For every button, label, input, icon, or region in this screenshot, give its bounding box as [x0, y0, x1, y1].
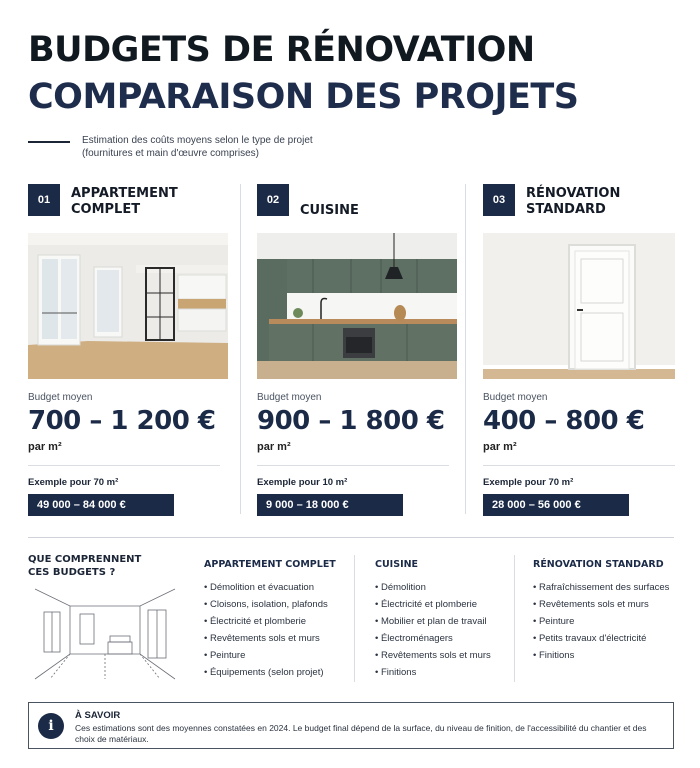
- includes-list: [533, 579, 683, 664]
- includes-column-apartment: [204, 559, 349, 681]
- kitchen-photo: [257, 233, 457, 379]
- example-label: Exemple pour 70 m²: [28, 477, 119, 488]
- info-icon: i: [38, 713, 64, 739]
- note-text: Ces estimations sont des moyennes constatées en 2024. Le budget final dépend de la surface, du niveau de finition, de l'accessibilité du chantier et des choix de matériaux.: [75, 723, 647, 744]
- subtitle-text: Estimation des coûts moyens selon le type de projet (fournitures et main d'œuvre comprises): [82, 135, 313, 159]
- empty-apartment-photo: [28, 233, 228, 379]
- includes-title: QUE COMPRENNENT CES BUDGETS ?: [28, 554, 142, 578]
- column-title: CUISINE: [375, 559, 419, 570]
- list-item: • Peinture: [204, 647, 349, 664]
- card-rule: [483, 465, 675, 466]
- list-item: • Cloisons, isolation, plafonds: [204, 596, 349, 613]
- card-title: APPARTEMENT COMPLET: [71, 186, 178, 217]
- list-item: • Rafraîchissement des surfaces: [533, 579, 683, 596]
- card-number-badge: 03: [483, 184, 515, 216]
- list-item: • Petits travaux d'électricité: [533, 630, 683, 647]
- card-title: RÉNOVATION STANDARD: [526, 186, 621, 217]
- list-item: • Démolition: [375, 579, 510, 596]
- budget-unit: par m²: [483, 441, 517, 453]
- section-divider: [28, 537, 674, 538]
- card-divider: [465, 184, 466, 514]
- includes-column-standard: [533, 559, 683, 664]
- project-card-standard: [483, 184, 683, 520]
- list-item: • Revêtements sols et murs: [375, 647, 510, 664]
- list-item: • Équipements (selon projet): [204, 664, 349, 681]
- list-item: • Électricité et plomberie: [375, 596, 510, 613]
- card-title: CUISINE: [300, 203, 359, 218]
- list-item: • Revêtements sols et murs: [204, 630, 349, 647]
- project-card-kitchen: [257, 184, 457, 520]
- list-item: • Démolition et évacuation: [204, 579, 349, 596]
- example-value-badge: 49 000 – 84 000 €: [28, 494, 174, 516]
- column-title: APPARTEMENT COMPLET: [204, 559, 336, 570]
- budget-label: Budget moyen: [257, 392, 322, 403]
- example-value-badge: 9 000 – 18 000 €: [257, 494, 403, 516]
- includes-list: [204, 579, 349, 681]
- list-item: • Revêtements sols et murs: [533, 596, 683, 613]
- info-note: [28, 702, 674, 749]
- card-number-badge: 02: [257, 184, 289, 216]
- includes-column-kitchen: [375, 559, 510, 681]
- card-rule: [257, 465, 449, 466]
- budget-unit: par m²: [28, 441, 62, 453]
- budget-value: 700 – 1 200 €: [28, 406, 216, 436]
- card-divider: [240, 184, 241, 514]
- card-number-badge: 01: [28, 184, 60, 216]
- list-item: • Électroménagers: [375, 630, 510, 647]
- list-item: • Mobilier et plan de travail: [375, 613, 510, 630]
- example-label: Exemple pour 10 m²: [257, 477, 348, 488]
- budget-value: 900 – 1 800 €: [257, 406, 445, 436]
- subtitle-divider: [28, 141, 70, 143]
- example-label: Exemple pour 70 m²: [483, 477, 574, 488]
- list-item: • Peinture: [533, 613, 683, 630]
- project-card-apartment: [28, 184, 228, 520]
- page-title: BUDGETS DE RÉNOVATION: [28, 30, 535, 70]
- list-item: • Finitions: [375, 664, 510, 681]
- budget-value: 400 – 800 €: [483, 406, 645, 436]
- example-value-badge: 28 000 – 56 000 €: [483, 494, 629, 516]
- budget-label: Budget moyen: [483, 392, 548, 403]
- page-subtitle-title: COMPARAISON DES PROJETS: [28, 77, 579, 117]
- note-title: À SAVOIR: [75, 710, 121, 721]
- column-title: RÉNOVATION STANDARD: [533, 559, 664, 570]
- white-door-photo: [483, 233, 683, 379]
- list-item: • Finitions: [533, 647, 683, 664]
- budget-label: Budget moyen: [28, 392, 93, 403]
- card-rule: [28, 465, 220, 466]
- includes-list: [375, 579, 510, 681]
- column-divider: [514, 555, 515, 682]
- budget-unit: par m²: [257, 441, 291, 453]
- column-divider: [354, 555, 355, 682]
- room-sketch-illustration: [30, 584, 180, 684]
- list-item: • Électricité et plomberie: [204, 613, 349, 630]
